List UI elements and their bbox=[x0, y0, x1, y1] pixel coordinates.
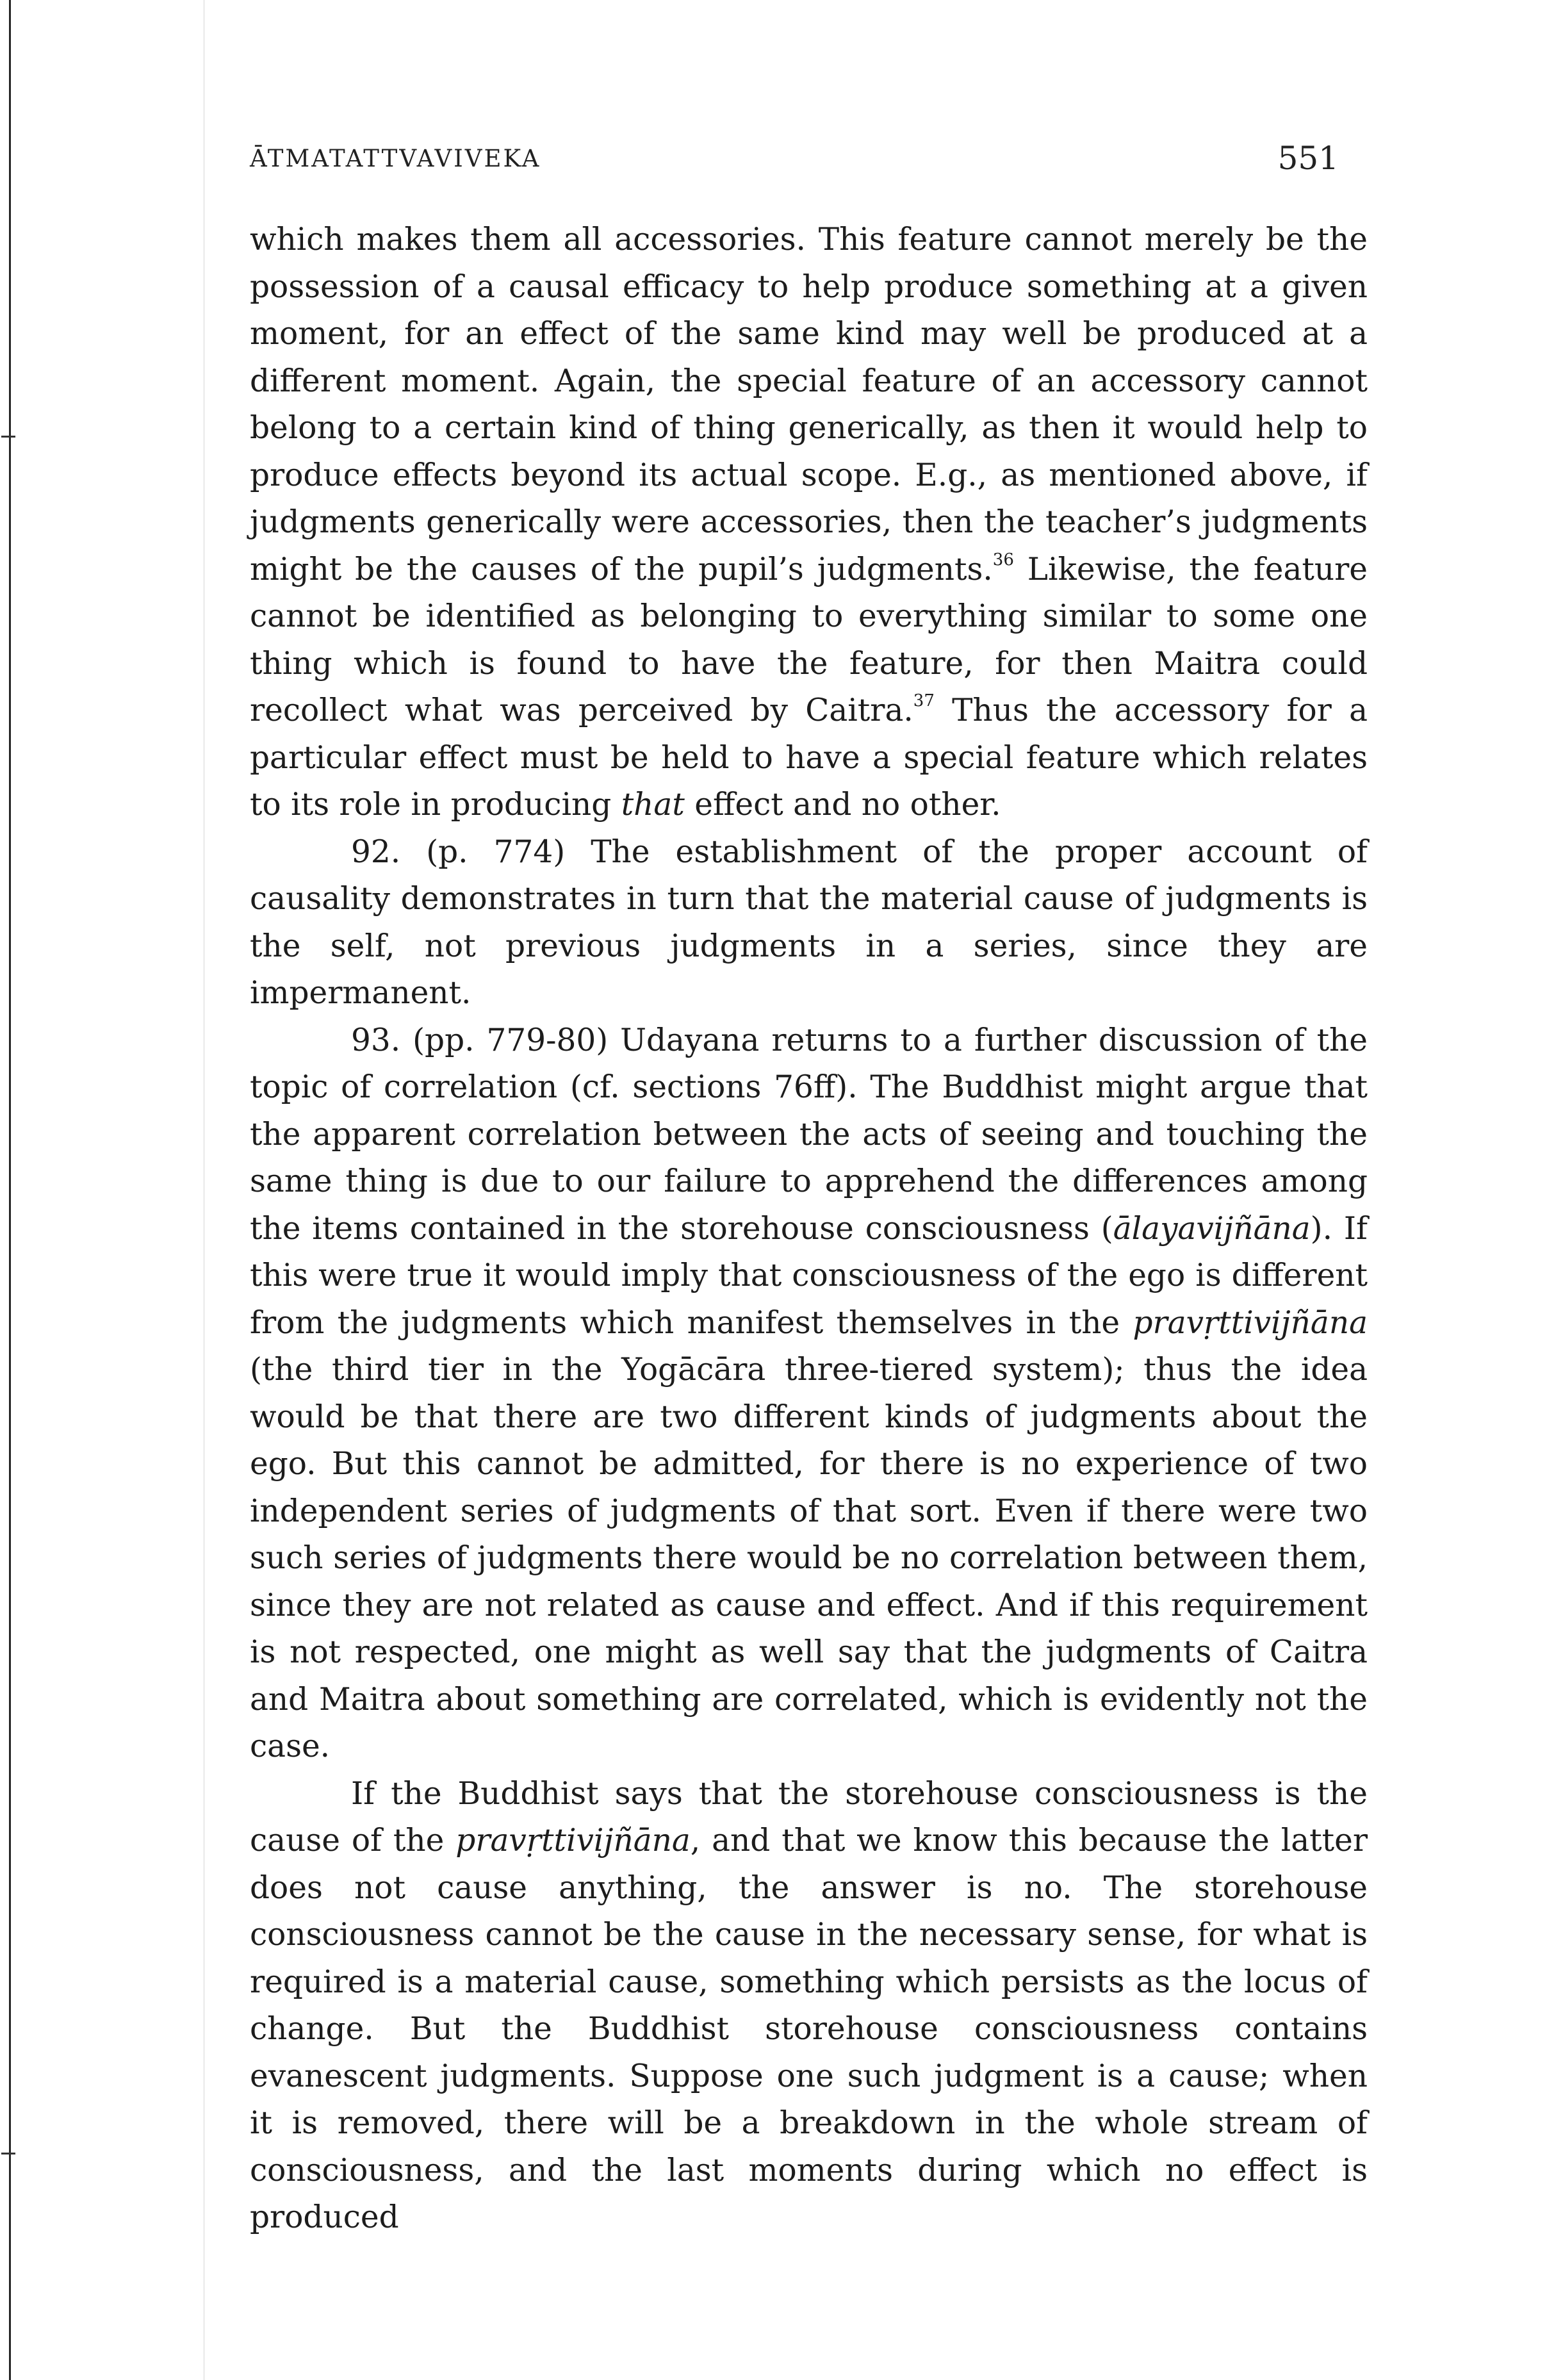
binding-edge-line bbox=[9, 0, 11, 2380]
text-run: Thus the accessory for a particular effect must be held to have a special feature which relates to its role in producing bbox=[250, 693, 1368, 823]
text-run: , and that we know this because the latter does not cause anything, the answer is no. The storehouse consciousness cannot be the cause in the necessary sense, for what is required is a material cause, something which persists as the locus of change. But the Buddhist storehouse consciousness contains evanescent judgments. Suppose one such judgment is a cause; when it is removed, there will be a breakdown in the whole stream of consciousness, and the last moments during which no effect is produced bbox=[250, 1823, 1368, 2235]
emphasis: that bbox=[621, 787, 685, 823]
paragraph bbox=[250, 217, 1368, 829]
page-header bbox=[250, 140, 1339, 185]
footnote-ref: 36 bbox=[992, 550, 1014, 570]
text-run: effect and no other. bbox=[684, 787, 1001, 823]
footnote-ref: 37 bbox=[913, 691, 935, 710]
page-number: 551 bbox=[1277, 140, 1339, 177]
text-run: 93. (pp. 779-80) Udayana returns to a further discussion of the topic of correlation (cf. sections 76ff). The Buddhist might argue that the apparent correlation between the acts of seeing and touching the same thing is due to our failure to apprehend the differences among the items contained in the storehouse consciousness ( bbox=[250, 1022, 1368, 1247]
text-run: (the third tier in the Yogācāra three-tiered system); thus the idea would be that there are two different kinds of judgments about the ego. But this cannot be admitted, for there is no experience of two independent series of judgments of that sort. Even if there were two such series of judgments there would be no correlation between them, since they are not related as cause and effect. And if this requirement is not respected, one might as well say that the judgments of Caitra and Maitra about something are correlated, which is evidently not the case. bbox=[250, 1352, 1368, 1764]
emphasis: pravṛttivijñāna bbox=[455, 1823, 691, 1859]
text-run: If the Buddhist says that the storehouse consciousness is the cause of the bbox=[250, 1775, 1368, 1859]
paragraph-section-92: 92. (p. 774) The establishment of the proper account of causality demonstrates in turn that the material cause of judgments is the self, not previous judgments in a series, since they are impermanent. bbox=[250, 833, 1368, 1011]
emphasis: ālayavijñāna bbox=[1113, 1210, 1311, 1247]
body-text bbox=[250, 217, 1368, 2242]
binding-mark bbox=[1, 2153, 15, 2154]
paragraph-section-93 bbox=[250, 1017, 1368, 1771]
text-run: which makes them all accessories. This feature cannot merely be the possession of a causal efficacy to help produce something at a given moment, for an effect of the same kind may well be produced at a different moment. Again, the special feature of an accessory cannot belong to a certain kind of thing generically, as then it would help to produce effects beyond its actual scope. E.g., as mentioned above, if judgments generically were accessories, then the teacher’s judgments might be the causes of the pupil’s judgments. bbox=[250, 222, 1368, 587]
binding-mark bbox=[1, 436, 15, 438]
running-title: ĀTMATATTVAVIVEKA bbox=[250, 145, 541, 172]
text-run: Likewise, the feature cannot be identified as belonging to everything similar to some one thing which is found to have the feature, for then Maitra could recollect what was perceived by Caitra. bbox=[250, 551, 1368, 728]
paragraph bbox=[250, 1771, 1368, 2242]
emphasis: pravṛttivijñāna bbox=[1133, 1304, 1368, 1341]
text-run: ). If this were true it would imply that consciousness of the ego is different from the judgments which manifest themselves in the bbox=[250, 1210, 1368, 1341]
